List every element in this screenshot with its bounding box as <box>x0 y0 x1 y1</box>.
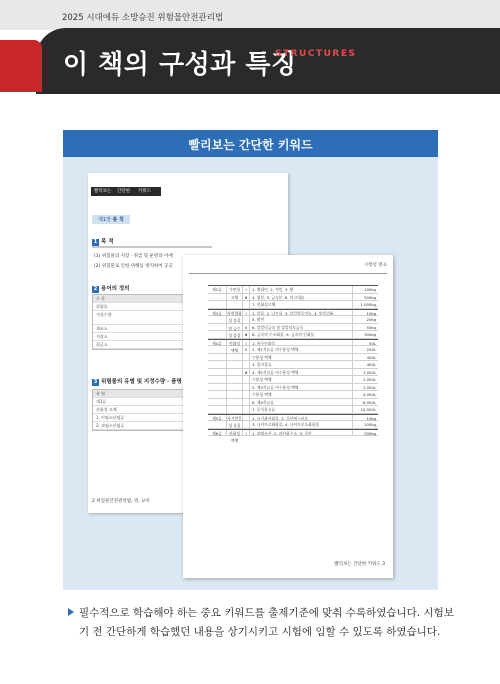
caption-text: 필수적으로 학습해야 하는 중요 키워드를 출제기준에 맞춰 수록하였습니다. 시험보기 전 간단하게 학습했던 내용을 상기시키고 시험에 임할 수 있도록 하였습니다. <box>79 607 454 638</box>
front-page-sample <box>183 255 393 578</box>
front-page-corner-label: 시행령 별표 <box>363 263 387 268</box>
table-cell: 1. 과염소산, 2. 과산화수소, 3. 질산 <box>249 430 352 436</box>
table-cell <box>242 399 249 406</box>
table-cell: Ⅰ <box>242 286 249 293</box>
table-row: 제1류 <box>93 398 281 406</box>
table-cell: 400L <box>352 361 378 368</box>
table-cell: 500kg <box>352 294 378 301</box>
table-cell <box>242 361 249 368</box>
table-cell <box>208 301 226 308</box>
table-cell: 10,000L <box>352 406 378 413</box>
table-cell: 100kg <box>352 421 378 428</box>
table-row <box>208 361 378 369</box>
table-cell: 제2류 <box>212 287 222 292</box>
table-row <box>208 346 378 354</box>
table-cell <box>242 384 249 391</box>
table-cell: 1. 황화린, 2. 적린, 3. 황 <box>249 286 352 293</box>
section-underline-1 <box>92 246 212 248</box>
front-page-rule <box>189 273 387 274</box>
table-cell <box>208 331 226 338</box>
table-row: 구 분 <box>93 295 281 303</box>
section1-line-2: (2) 위험물로 인한 위해를 방지하여 공공 <box>94 264 173 269</box>
caption <box>79 604 459 642</box>
section-heading-3: 3 위험물의 유별 및 지정수량 · 품명 <box>93 379 182 385</box>
table-cell: 수용성 액체 <box>249 391 352 398</box>
table-row <box>208 384 378 392</box>
section-heading-1: 1 목 적 <box>93 239 114 245</box>
section1-line-1: (1) 위험물의 저장 · 취급 및 운반과 이에 <box>94 254 173 259</box>
back-page-footer: 2 위험물안전관리법, 영, 규칙 <box>92 499 150 504</box>
table-cell: 8. 금속의 수소화물, 9. 금속의 인화물 <box>249 331 352 338</box>
table-row <box>208 406 378 414</box>
table-cell: 인화성 액체 <box>226 340 242 346</box>
preview-title-bar <box>63 130 438 157</box>
preview-title: 빨리보는 간단한 키워드 <box>188 138 313 152</box>
table-row <box>208 324 378 332</box>
table-cell <box>226 406 242 413</box>
table-cell <box>242 354 249 361</box>
table-cell: 2,000L <box>352 376 378 383</box>
table-cell: Ⅰ <box>242 310 249 316</box>
table-cell <box>242 391 249 398</box>
table-cell: 50kg <box>352 324 378 331</box>
hazard-class-table <box>208 285 378 443</box>
table-cell: 자기반응성 물질 <box>227 415 242 428</box>
table-cell: 7. 인화성고체 <box>249 301 352 308</box>
table-cell <box>242 421 249 428</box>
table-cell <box>226 399 242 406</box>
table-cell: 6. 알칼리금속 및 알칼리토금속 <box>249 324 352 331</box>
bullet-triangle-icon <box>68 608 74 616</box>
table-row <box>208 421 378 429</box>
table-cell: 1. 칼륨, 2. 나트륨, 3. 알킬알루미늄, 4. 알킬리튬 <box>249 310 352 316</box>
table-cell: 1,000kg <box>352 301 378 308</box>
table-cell <box>208 354 226 361</box>
table-cell: 5. 황린 <box>249 316 352 323</box>
table-row: 제조소 <box>93 325 281 333</box>
table-cell <box>226 369 242 376</box>
table-cell <box>208 324 226 331</box>
table-cell: 300kg <box>352 331 378 338</box>
table-cell <box>208 406 226 413</box>
table-row: 2. 과염소산염류 <box>93 422 281 430</box>
table-cell <box>208 346 226 353</box>
table-cell: 5. 제3석유류 비수용성 액체 <box>249 384 352 391</box>
table-cell: 3. 알코올류 <box>249 361 352 368</box>
table-cell <box>208 376 226 383</box>
table-cell: 6,000L <box>352 399 378 406</box>
page-title: 이 책의 구성과 특징 <box>63 50 297 80</box>
table-cell: 300kg <box>352 430 378 436</box>
table-cell: Ⅱ <box>242 324 249 331</box>
table-row <box>208 354 378 362</box>
page-subtitle: STRUCTURES <box>275 49 357 59</box>
table-cell: Ⅱ <box>242 346 249 353</box>
table-cell: 50L <box>352 340 378 346</box>
table-cell <box>208 391 226 398</box>
table-cell: 가연성 고체 <box>226 286 242 293</box>
table-cell: 20kg <box>352 316 378 323</box>
table-row <box>208 294 378 302</box>
chapter-number: 제1장 <box>98 217 111 223</box>
table-cell <box>226 316 242 323</box>
table-cell: 10kg <box>352 415 378 421</box>
table-cell: Ⅲ <box>242 331 249 338</box>
table-cell <box>226 376 242 383</box>
table-row: 지정수량 <box>93 311 281 325</box>
table-cell <box>226 391 242 398</box>
table-cell <box>242 316 249 323</box>
table-cell <box>208 421 226 428</box>
table-cell: 자연발화성 물질 및 금수성 물질 <box>227 310 242 338</box>
table-cell <box>208 361 226 368</box>
table-cell: Ⅲ <box>242 294 249 301</box>
table-row: 1. 아염소산염류 <box>93 414 281 422</box>
table-cell: 4,000L <box>352 391 378 398</box>
table-cell: 1,000L <box>352 369 378 376</box>
table-cell <box>208 384 226 391</box>
table-row <box>208 369 378 377</box>
table-cell <box>226 331 242 338</box>
table-cell <box>208 316 226 323</box>
table-row <box>208 316 378 324</box>
table-cell: 산화성 액체 <box>226 430 242 436</box>
table-cell: Ⅰ <box>242 430 249 436</box>
table-cell <box>226 324 242 331</box>
table-cell <box>242 376 249 383</box>
table-cell: 2,000L <box>352 384 378 391</box>
table-cell <box>226 346 242 353</box>
table-cell: 100kg <box>352 286 378 293</box>
table-cell <box>226 294 242 301</box>
table-cell: 제3류 <box>212 310 222 316</box>
book-title: 2025 시대에듀 소방승진 위험물안전관리법 <box>62 13 224 23</box>
table-cell: 4. 제2석유류 비수용성 액체 <box>249 369 352 376</box>
table-cell: Ⅲ <box>242 369 249 376</box>
table-cell: 400L <box>352 354 378 361</box>
back-tab-3: 키워드 <box>138 189 152 194</box>
table-cell <box>226 301 242 308</box>
table-row: 유 별 <box>93 390 281 398</box>
chapter-title: 총 칙 <box>112 217 124 223</box>
table-cell <box>242 415 249 421</box>
table-row: 산화성 고체 <box>93 406 281 414</box>
table-cell: 10kg <box>352 310 378 316</box>
table-row <box>208 331 378 339</box>
table-cell <box>226 354 242 361</box>
table-row <box>208 301 378 309</box>
table-cell: 1. 유기과산화물, 2. 질산에스터류 <box>249 415 352 421</box>
table-cell <box>226 361 242 368</box>
table-cell: 제6류 <box>212 430 222 436</box>
table-row: 취급소 <box>93 341 281 349</box>
table-cell: 2. 제1석유류 비수용성 액체 <box>249 346 352 353</box>
table-cell <box>226 384 242 391</box>
front-page-folio: 빨리보는 간단한 키워드 3 <box>334 562 385 567</box>
table-cell: 4. 철분, 5. 금속분, 6. 마그네슘 <box>249 294 352 301</box>
table-row: 저장소 <box>93 333 281 341</box>
table-row: 위험물 <box>93 303 281 311</box>
table-cell: 7. 동식물유류 <box>249 406 352 413</box>
table-cell <box>242 406 249 413</box>
table-cell: 1. 특수인화물 <box>249 340 352 346</box>
table-cell: 3. 나이트로화합물, 4. 나이트로소화합물 <box>249 421 352 428</box>
chapter-label <box>92 215 130 224</box>
table-row <box>208 391 378 399</box>
table-cell <box>208 399 226 406</box>
table-cell <box>242 301 249 308</box>
table-cell: 제5류 <box>212 415 222 421</box>
table-cell: 제4류 <box>212 340 222 346</box>
back-page-tabbar <box>91 187 161 196</box>
back-tab-1: 빨리보는 <box>94 189 112 194</box>
table-cell <box>208 294 226 301</box>
page-header <box>0 0 500 96</box>
table-row <box>208 376 378 384</box>
table-cell: 6. 제4석유류 <box>249 399 352 406</box>
back-tab-2: 간단한 <box>117 189 131 194</box>
table-cell: 수용성 액체 <box>249 354 352 361</box>
table-cell: 수용성 액체 <box>249 376 352 383</box>
table-cell <box>208 369 226 376</box>
table-cell: 200L <box>352 346 378 353</box>
table-row <box>208 429 378 443</box>
section-heading-2: 2 용어의 정의 <box>93 286 130 292</box>
table-row <box>208 399 378 407</box>
header-accent-tab <box>0 40 42 92</box>
table-cell: Ⅰ <box>242 340 249 346</box>
table-cell <box>226 421 242 428</box>
